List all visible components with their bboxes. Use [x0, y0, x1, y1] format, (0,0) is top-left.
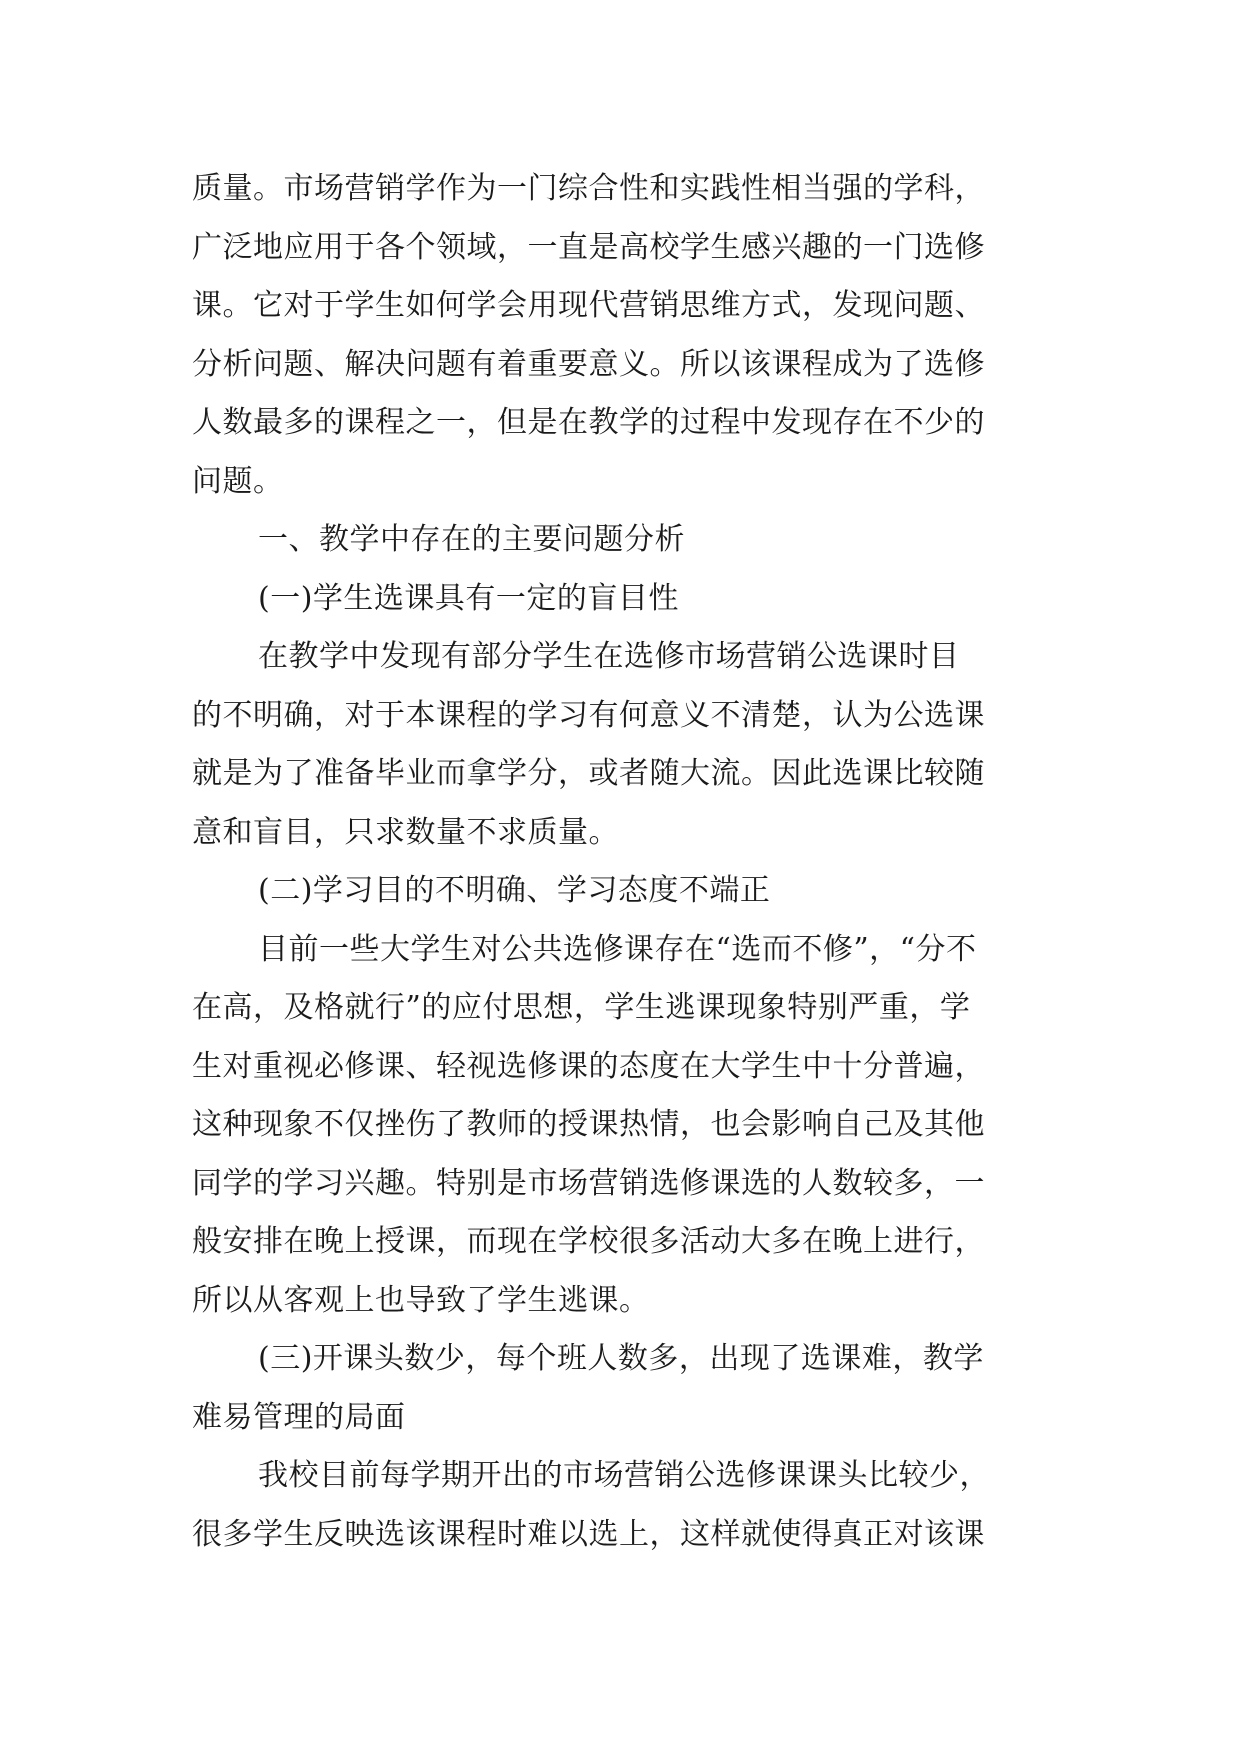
text-line: 质量。市场营销学作为一门综合性和实践性相当强的学科，	[192, 171, 985, 206]
text-line: 在高，及格就行”的应付思想，学生逃课现象特别严重，学	[192, 990, 971, 1025]
text-line: 在教学中发现有部分学生在选修市场营销公选课时目	[258, 639, 960, 674]
text-line: 的不明确，对于本课程的学习有何意义不清楚，认为公选课	[192, 697, 985, 733]
text-line: 难易管理的局面	[192, 1399, 406, 1435]
subsection-heading: (二)学习目的不明确、学习态度不端正	[258, 873, 771, 908]
text-line: 就是为了准备毕业而拿学分，或者随大流。因此选课比较随	[192, 756, 985, 791]
text-line: 生对重视必修课、轻视选修课的态度在大学生中十分普遍，	[192, 1048, 985, 1084]
text-line: 这种现象不仅挫伤了教师的授课热情，也会影响自己及其他	[192, 1107, 985, 1142]
subsection-heading: (一)学生选课具有一定的盲目性	[258, 580, 679, 616]
text-line: 意和盲目，只求数量不求质量。	[192, 814, 619, 850]
text-line: 目前一些大学生对公共选修课存在“选而不修”，“分不	[258, 931, 977, 967]
subsection-heading: (三)开课头数少，每个班人数多，出现了选课难，教学	[258, 1341, 984, 1376]
document-page	[192, 160, 1050, 1564]
text-line: 同学的学习兴趣。特别是市场营销选修课选的人数较多，一	[192, 1165, 985, 1201]
text-line: 般安排在晚上授课，而现在学校很多活动大多在晚上进行，	[192, 1224, 985, 1259]
text-line: 我校目前每学期开出的市场营销公选修课课头比较少，	[258, 1458, 990, 1493]
text-line: 很多学生反映选该课程时难以选上，这样就使得真正对该课	[192, 1516, 985, 1552]
text-line: 广泛地应用于各个领域，一直是高校学生感兴趣的一门选修	[192, 229, 985, 265]
text-line: 问题。	[192, 463, 284, 499]
section-heading: 一、教学中存在的主要问题分析	[258, 522, 685, 557]
text-line: 人数最多的课程之一，但是在教学的过程中发现存在不少的	[192, 405, 985, 440]
text-line: 分析问题、解决问题有着重要意义。所以该课程成为了选修	[192, 346, 985, 382]
text-line: 所以从客观上也导致了学生逃课。	[192, 1282, 650, 1318]
text-line: 课。它对于学生如何学会用现代营销思维方式，发现问题、	[192, 288, 985, 323]
